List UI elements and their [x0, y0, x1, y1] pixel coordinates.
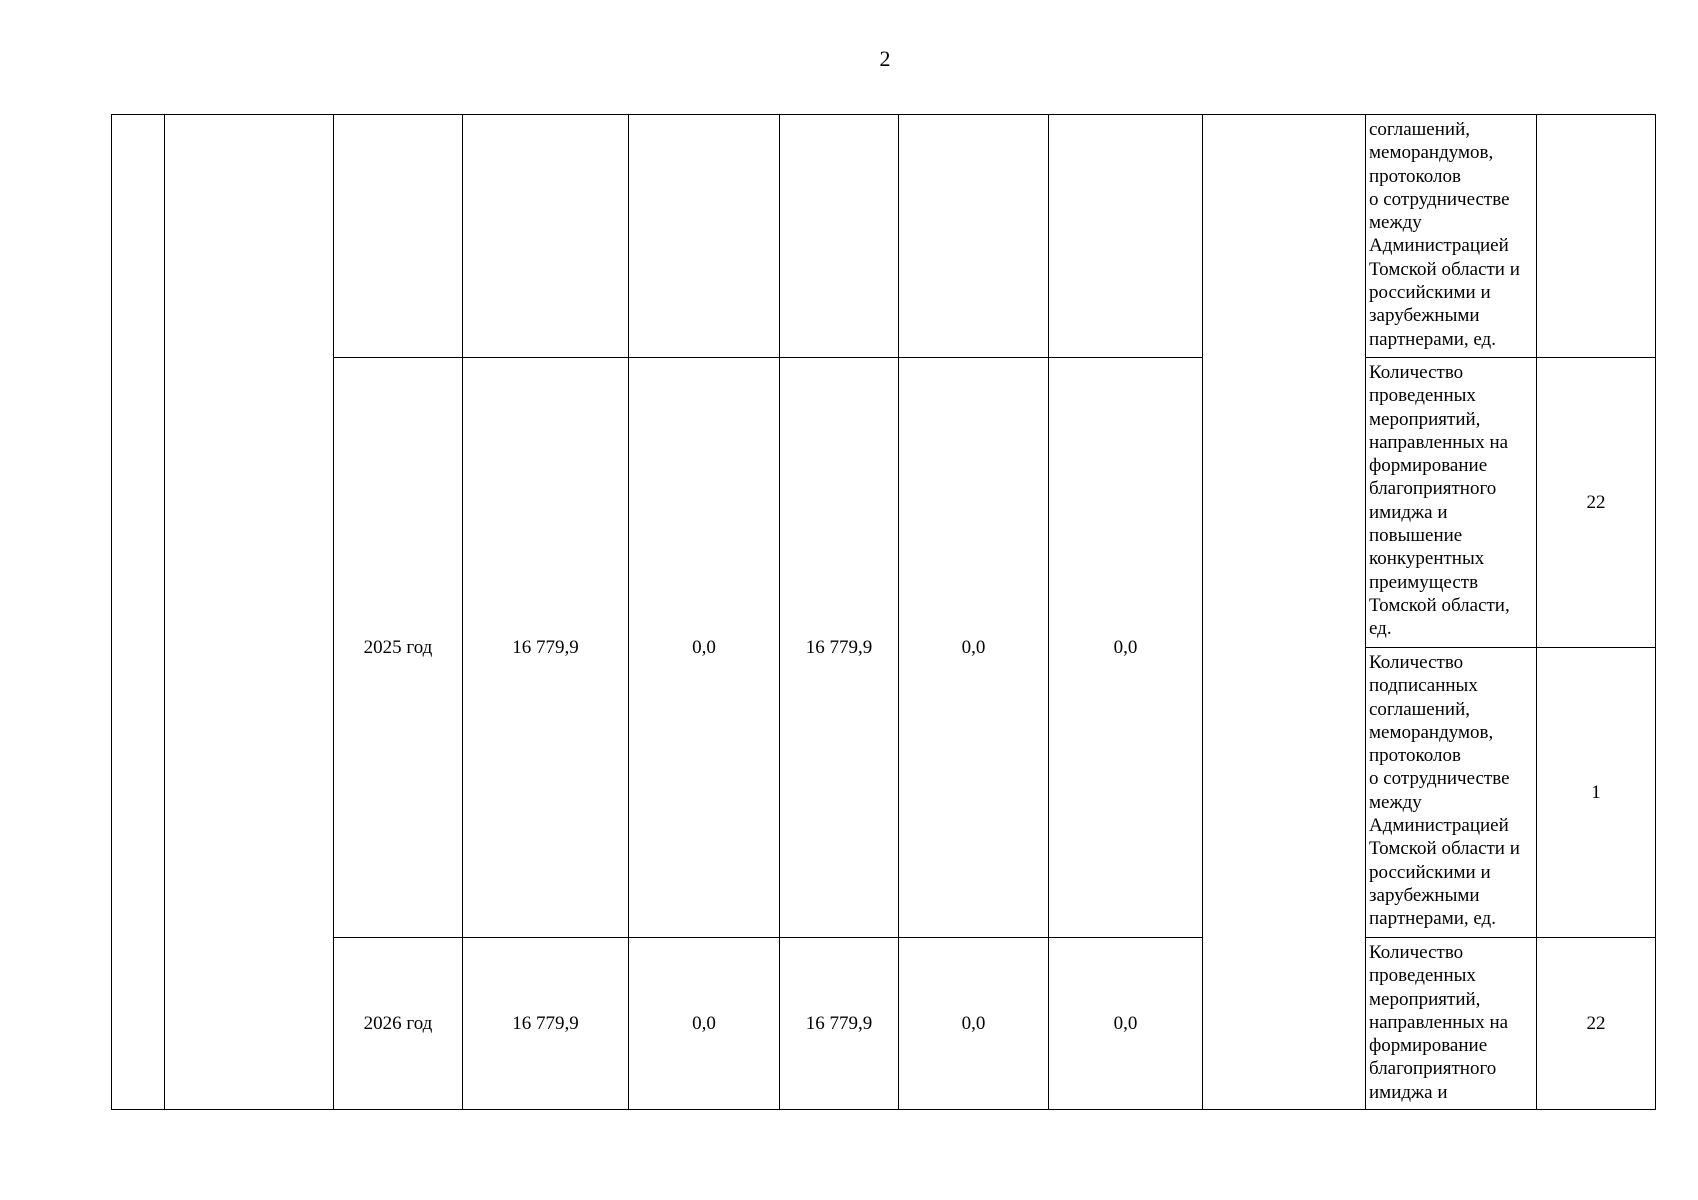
local-budget-cell: 0,0: [899, 358, 1049, 938]
total-funding-cell: [463, 115, 629, 358]
regional-budget-cell: 16 779,9: [780, 358, 899, 938]
regional-budget-cell: 16 779,9: [780, 938, 899, 1110]
indicator-value-cell: 1: [1537, 648, 1656, 938]
indicator-name-cell: Количество проведенных мероприятий, направленных на формирование благоприятного имиджа и повышение конкурентных преимуществ Томской области, ед.: [1366, 358, 1537, 648]
year-cell: 2025 год: [334, 358, 463, 938]
local-budget-cell: [899, 115, 1049, 358]
indicator-value-cell: 22: [1537, 938, 1656, 1110]
total-funding-cell: 16 779,9: [463, 358, 629, 938]
task-name-cell: [165, 115, 334, 1110]
federal-budget-cell: 0,0: [629, 938, 780, 1110]
regional-budget-cell: [780, 115, 899, 358]
table-row: [112, 358, 1656, 648]
indicator-value-cell: 22: [1537, 358, 1656, 648]
other-sources-cell: [1049, 115, 1203, 358]
executor-cell: [1203, 115, 1366, 1110]
page-number: 2: [879, 46, 891, 71]
indicator-value-cell: [1537, 115, 1656, 358]
indicator-name-cell: соглашений, меморандумов, протоколов о сотрудничестве между Администрацией Томской области и российскими и зарубежными партнерами, ед.: [1366, 115, 1537, 358]
indicator-name-cell: Количество подписанных соглашений, меморандумов, протоколов о сотрудничестве между Администрацией Томской области и российскими и зарубежными партнерами, ед.: [1366, 648, 1537, 938]
table-row: [112, 115, 1656, 358]
budget-table: [111, 114, 1656, 1110]
other-sources-cell: 0,0: [1049, 358, 1203, 938]
table-row: [112, 938, 1656, 1110]
number-cell: [112, 115, 165, 1110]
other-sources-cell: 0,0: [1049, 938, 1203, 1110]
year-cell: [334, 115, 463, 358]
federal-budget-cell: [629, 115, 780, 358]
local-budget-cell: 0,0: [899, 938, 1049, 1110]
year-cell: 2026 год: [334, 938, 463, 1110]
federal-budget-cell: 0,0: [629, 358, 780, 938]
total-funding-cell: 16 779,9: [463, 938, 629, 1110]
indicator-name-cell: Количество проведенных мероприятий, направленных на формирование благоприятного имиджа и: [1366, 938, 1537, 1110]
